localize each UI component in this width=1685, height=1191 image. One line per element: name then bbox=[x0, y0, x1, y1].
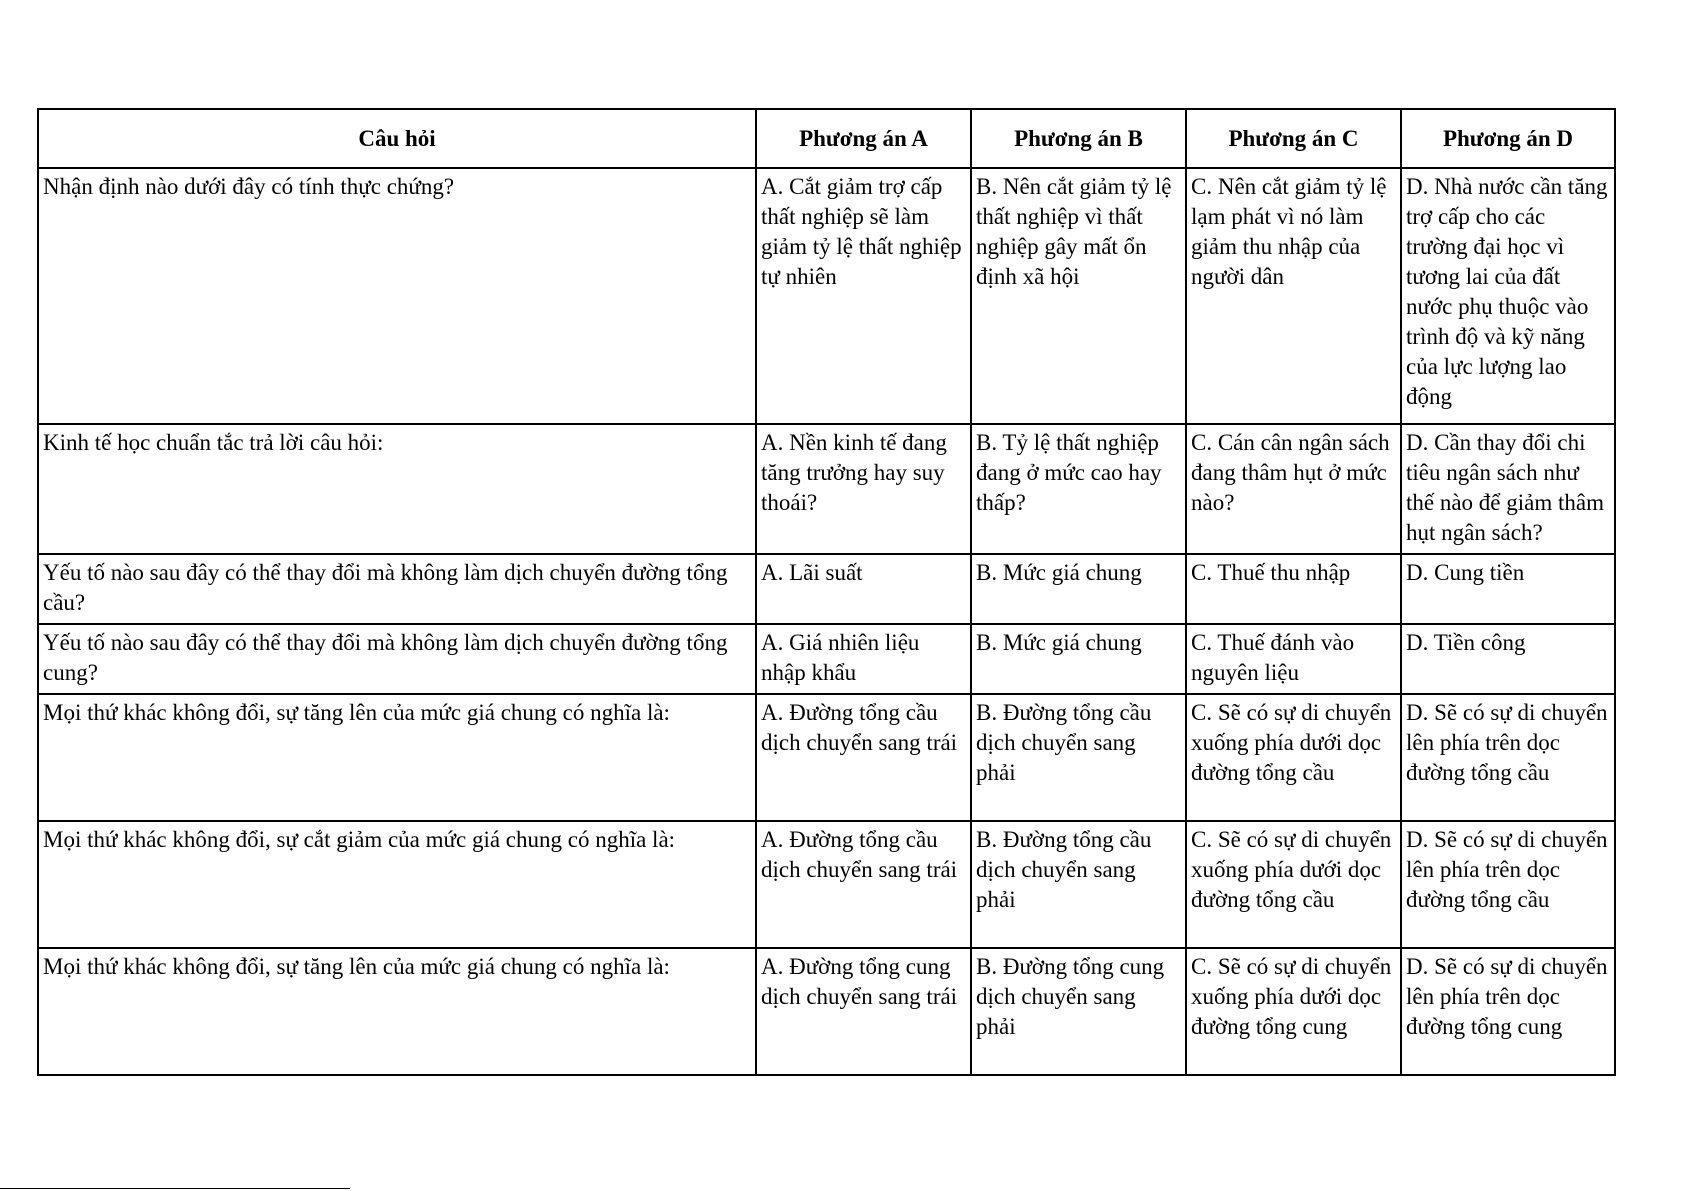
option-c-cell: C. Nên cắt giảm tỷ lệ lạm phát vì nó làm giảm thu nhập của người dân bbox=[1186, 168, 1401, 424]
option-d-cell: D. Sẽ có sự di chuyển lên phía trên dọc đường tổng cầu bbox=[1401, 694, 1615, 821]
option-b-cell: B. Đường tổng cầu dịch chuyển sang phải bbox=[971, 821, 1186, 948]
option-a-cell: A. Giá nhiên liệu nhập khẩu bbox=[756, 624, 971, 694]
option-c-cell: C. Sẽ có sự di chuyển xuống phía dưới dọc đường tổng cầu bbox=[1186, 821, 1401, 948]
option-a-cell: A. Đường tổng cầu dịch chuyển sang trái bbox=[756, 821, 971, 948]
table-body bbox=[38, 168, 1615, 1075]
option-d-cell: D. Cần thay đổi chi tiêu ngân sách như thế nào để giảm thâm hụt ngân sách? bbox=[1401, 424, 1615, 554]
header-option-c: Phương án C bbox=[1186, 109, 1401, 168]
header-option-d: Phương án D bbox=[1401, 109, 1615, 168]
table-row bbox=[38, 168, 1615, 424]
option-b-cell: B. Mức giá chung bbox=[971, 624, 1186, 694]
question-cell: Nhận định nào dưới đây có tính thực chứng? bbox=[38, 168, 756, 424]
option-c-cell: C. Thuế đánh vào nguyên liệu bbox=[1186, 624, 1401, 694]
table-header bbox=[38, 109, 1615, 168]
question-cell: Yếu tố nào sau đây có thể thay đổi mà không làm dịch chuyển đường tổng cầu? bbox=[38, 554, 756, 624]
header-option-a: Phương án A bbox=[756, 109, 971, 168]
header-question: Câu hỏi bbox=[38, 109, 756, 168]
option-b-cell: B. Mức giá chung bbox=[971, 554, 1186, 624]
option-a-cell: A. Đường tổng cầu dịch chuyển sang trái bbox=[756, 694, 971, 821]
option-d-cell: D. Tiền công bbox=[1401, 624, 1615, 694]
option-d-cell: D. Nhà nước cần tăng trợ cấp cho các trường đại học vì tương lai của đất nước phụ thuộc vào trình độ và kỹ năng của lực lượng lao động bbox=[1401, 168, 1615, 424]
table-row bbox=[38, 694, 1615, 821]
table-row bbox=[38, 821, 1615, 948]
option-a-cell: A. Nền kinh tế đang tăng trưởng hay suy thoái? bbox=[756, 424, 971, 554]
option-a-cell: A. Đường tổng cung dịch chuyển sang trái bbox=[756, 948, 971, 1075]
question-cell: Kinh tế học chuẩn tắc trả lời câu hỏi: bbox=[38, 424, 756, 554]
option-d-cell: D. Sẽ có sự di chuyển lên phía trên dọc đường tổng cầu bbox=[1401, 821, 1615, 948]
quiz-table bbox=[37, 108, 1616, 1076]
option-d-cell: D. Cung tiền bbox=[1401, 554, 1615, 624]
option-d-cell: D. Sẽ có sự di chuyển lên phía trên dọc đường tổng cung bbox=[1401, 948, 1615, 1075]
option-c-cell: C. Thuế thu nhập bbox=[1186, 554, 1401, 624]
table-row bbox=[38, 948, 1615, 1075]
option-a-cell: A. Lãi suất bbox=[756, 554, 971, 624]
option-b-cell: B. Tỷ lệ thất nghiệp đang ở mức cao hay thấp? bbox=[971, 424, 1186, 554]
table-row bbox=[38, 554, 1615, 624]
footnote-separator bbox=[0, 1188, 350, 1189]
question-cell: Mọi thứ khác không đổi, sự tăng lên của mức giá chung có nghĩa là: bbox=[38, 694, 756, 821]
option-b-cell: B. Đường tổng cầu dịch chuyển sang phải bbox=[971, 694, 1186, 821]
question-cell: Mọi thứ khác không đổi, sự cắt giảm của mức giá chung có nghĩa là: bbox=[38, 821, 756, 948]
option-c-cell: C. Cán cân ngân sách đang thâm hụt ở mức nào? bbox=[1186, 424, 1401, 554]
option-c-cell: C. Sẽ có sự di chuyển xuống phía dưới dọc đường tổng cầu bbox=[1186, 694, 1401, 821]
header-option-b: Phương án B bbox=[971, 109, 1186, 168]
option-a-cell: A. Cắt giảm trợ cấp thất nghiệp sẽ làm giảm tỷ lệ thất nghiệp tự nhiên bbox=[756, 168, 971, 424]
option-b-cell: B. Đường tổng cung dịch chuyển sang phải bbox=[971, 948, 1186, 1075]
table-row bbox=[38, 424, 1615, 554]
question-cell: Mọi thứ khác không đổi, sự tăng lên của mức giá chung có nghĩa là: bbox=[38, 948, 756, 1075]
table-row bbox=[38, 624, 1615, 694]
option-c-cell: C. Sẽ có sự di chuyển xuống phía dưới dọc đường tổng cung bbox=[1186, 948, 1401, 1075]
question-cell: Yếu tố nào sau đây có thể thay đổi mà không làm dịch chuyển đường tổng cung? bbox=[38, 624, 756, 694]
option-b-cell: B. Nên cắt giảm tỷ lệ thất nghiệp vì thất nghiệp gây mất ổn định xã hội bbox=[971, 168, 1186, 424]
header-row bbox=[38, 109, 1615, 168]
